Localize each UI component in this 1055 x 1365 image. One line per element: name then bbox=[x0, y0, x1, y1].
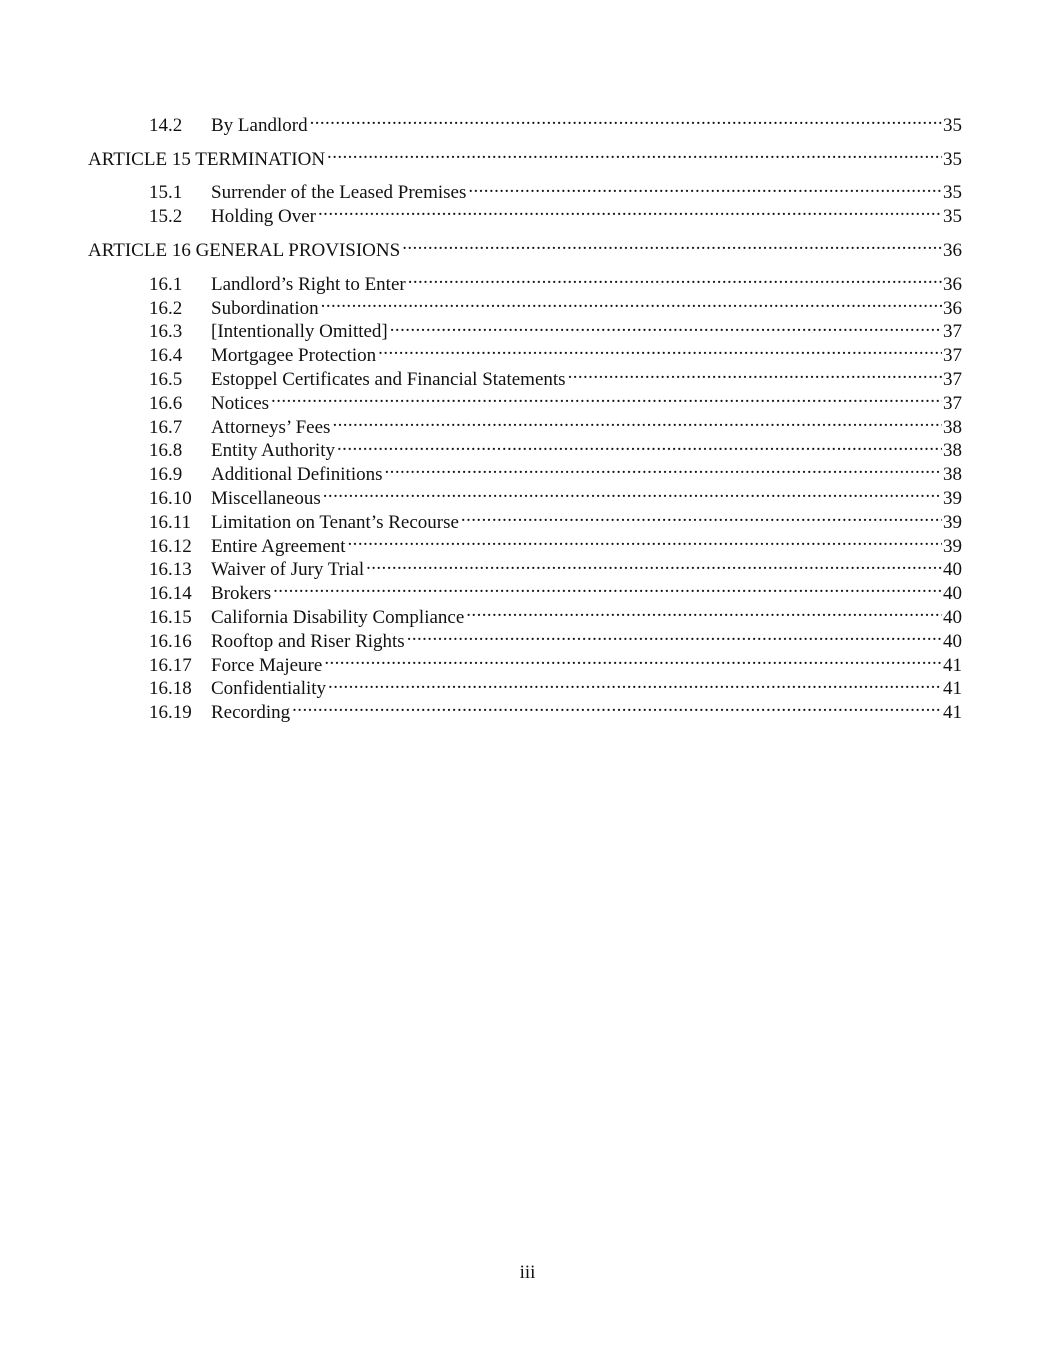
toc-entry-title: Subordination bbox=[211, 297, 319, 319]
toc-entry-title: ARTICLE 15 TERMINATION bbox=[88, 148, 326, 170]
toc-entry-page: 35 bbox=[943, 114, 962, 136]
dot-leader bbox=[332, 409, 942, 433]
dot-leader bbox=[385, 456, 942, 480]
dot-leader bbox=[324, 647, 942, 671]
toc-entry-number: 16.3 bbox=[149, 321, 183, 343]
dot-leader bbox=[468, 175, 942, 199]
toc-entry-title: Brokers bbox=[211, 583, 272, 605]
dot-leader bbox=[461, 504, 942, 528]
toc-entry-number: 16.2 bbox=[149, 297, 183, 319]
toc-entry-title: Miscellaneous bbox=[211, 487, 321, 509]
toc-entry-number: 16.10 bbox=[149, 487, 192, 509]
toc-entry-title: Confidentiality bbox=[211, 678, 327, 700]
toc-entry-number: 16.16 bbox=[149, 630, 192, 652]
toc-entry-number: 15.2 bbox=[149, 206, 183, 228]
toc-entry-title: ARTICLE 16 GENERAL PROVISIONS bbox=[88, 239, 401, 261]
toc-entry-number: 16.14 bbox=[149, 583, 192, 605]
toc-entry-title: Attorneys’ Fees bbox=[211, 416, 331, 438]
toc-entry-page: 41 bbox=[943, 654, 962, 676]
toc-entry-title: By Landlord bbox=[211, 114, 308, 136]
toc-entry-number: 16.5 bbox=[149, 368, 183, 390]
toc-entry-page: 40 bbox=[943, 630, 962, 652]
toc-entry-page: 35 bbox=[943, 148, 962, 170]
dot-leader bbox=[292, 694, 942, 718]
toc-entry-title: Estoppel Certificates and Financial Statements bbox=[211, 368, 566, 390]
dot-leader bbox=[366, 552, 942, 576]
toc-entry-title: Limitation on Tenant’s Recourse bbox=[211, 511, 459, 533]
toc-entry-title: Holding Over bbox=[211, 206, 317, 228]
toc-entry-number: 16.11 bbox=[149, 511, 192, 533]
toc-entry-page: 40 bbox=[943, 583, 962, 605]
toc-entry-page: 38 bbox=[943, 464, 962, 486]
toc-entry-number: 16.6 bbox=[149, 392, 183, 414]
toc-entry-page: 37 bbox=[943, 392, 962, 414]
toc-entry-number: 16.9 bbox=[149, 464, 183, 486]
toc-entry-page: 36 bbox=[943, 273, 962, 295]
toc-entry-number: 16.4 bbox=[149, 345, 183, 367]
toc-entry-title: Additional Definitions bbox=[211, 464, 383, 486]
toc-entry-number: 16.8 bbox=[149, 440, 183, 462]
toc-entry-page: 38 bbox=[943, 440, 962, 462]
toc-entry-page: 36 bbox=[943, 239, 962, 261]
dot-leader bbox=[323, 480, 942, 504]
toc-entry-page: 37 bbox=[943, 345, 962, 367]
dot-leader bbox=[328, 671, 942, 695]
toc-entry-page: 37 bbox=[943, 321, 962, 343]
toc-entry-number: 16.17 bbox=[149, 654, 192, 676]
toc-entry-title: Recording bbox=[211, 702, 291, 724]
toc-article-entry[interactable] bbox=[88, 141, 962, 170]
toc-entry-number: 16.1 bbox=[149, 273, 183, 295]
toc-section-entry[interactable] bbox=[88, 266, 962, 295]
toc-entry-page: 35 bbox=[943, 182, 962, 204]
dot-leader bbox=[402, 232, 942, 256]
toc-entry-page: 39 bbox=[943, 511, 962, 533]
toc-entry-title: Surrender of the Leased Premises bbox=[211, 182, 467, 204]
toc-entry-title: Force Majeure bbox=[211, 654, 323, 676]
dot-leader bbox=[327, 141, 942, 165]
page-number: iii bbox=[519, 1262, 536, 1283]
dot-leader bbox=[337, 433, 942, 457]
toc-entry-title: Notices bbox=[211, 392, 270, 414]
dot-leader bbox=[321, 290, 942, 314]
dot-leader bbox=[390, 314, 942, 338]
toc-entry-title: Entity Authority bbox=[211, 440, 336, 462]
toc-entry-page: 40 bbox=[943, 559, 962, 581]
toc-entry-title: Entire Agreement bbox=[211, 535, 346, 557]
toc-entry-page: 35 bbox=[943, 206, 962, 228]
dot-leader bbox=[310, 107, 942, 131]
toc-entry-title: Rooftop and Riser Rights bbox=[211, 630, 405, 652]
dot-leader bbox=[348, 528, 942, 552]
toc-entry-number: 16.13 bbox=[149, 559, 192, 581]
toc-entry-number: 15.1 bbox=[149, 182, 183, 204]
toc-entry-title: Mortgagee Protection bbox=[211, 345, 377, 367]
dot-leader bbox=[466, 599, 942, 623]
toc-entry-page: 40 bbox=[943, 606, 962, 628]
toc-article-entry[interactable] bbox=[88, 232, 962, 261]
toc-entry-page: 39 bbox=[943, 535, 962, 557]
toc-entry-title: Landlord’s Right to Enter bbox=[211, 273, 406, 295]
toc-section-entry[interactable] bbox=[88, 175, 962, 204]
toc-section-entry[interactable] bbox=[88, 107, 962, 136]
toc-entry-title: California Disability Compliance bbox=[211, 606, 465, 628]
toc-entry-page: 41 bbox=[943, 702, 962, 724]
dot-leader bbox=[378, 337, 942, 361]
dot-leader bbox=[271, 385, 942, 409]
toc-entry-title: [Intentionally Omitted] bbox=[211, 321, 388, 343]
toc-entry-page: 41 bbox=[943, 678, 962, 700]
dot-leader bbox=[273, 575, 942, 599]
toc-entry-number: 16.19 bbox=[149, 702, 192, 724]
toc-entry-page: 38 bbox=[943, 416, 962, 438]
toc-entry-number: 16.15 bbox=[149, 606, 192, 628]
toc-entry-page: 37 bbox=[943, 368, 962, 390]
toc-entry-number: 16.7 bbox=[149, 416, 183, 438]
toc-entry-page: 39 bbox=[943, 487, 962, 509]
toc-entry-title: Waiver of Jury Trial bbox=[211, 559, 365, 581]
toc-entry-page: 36 bbox=[943, 297, 962, 319]
toc-entry-number: 14.2 bbox=[149, 114, 183, 136]
dot-leader bbox=[568, 361, 942, 385]
toc-entry-number: 16.12 bbox=[149, 535, 192, 557]
dot-leader bbox=[408, 266, 942, 290]
dot-leader bbox=[318, 198, 942, 222]
toc-entry-number: 16.18 bbox=[149, 678, 192, 700]
table-of-contents bbox=[88, 107, 962, 724]
dot-leader bbox=[407, 623, 942, 647]
